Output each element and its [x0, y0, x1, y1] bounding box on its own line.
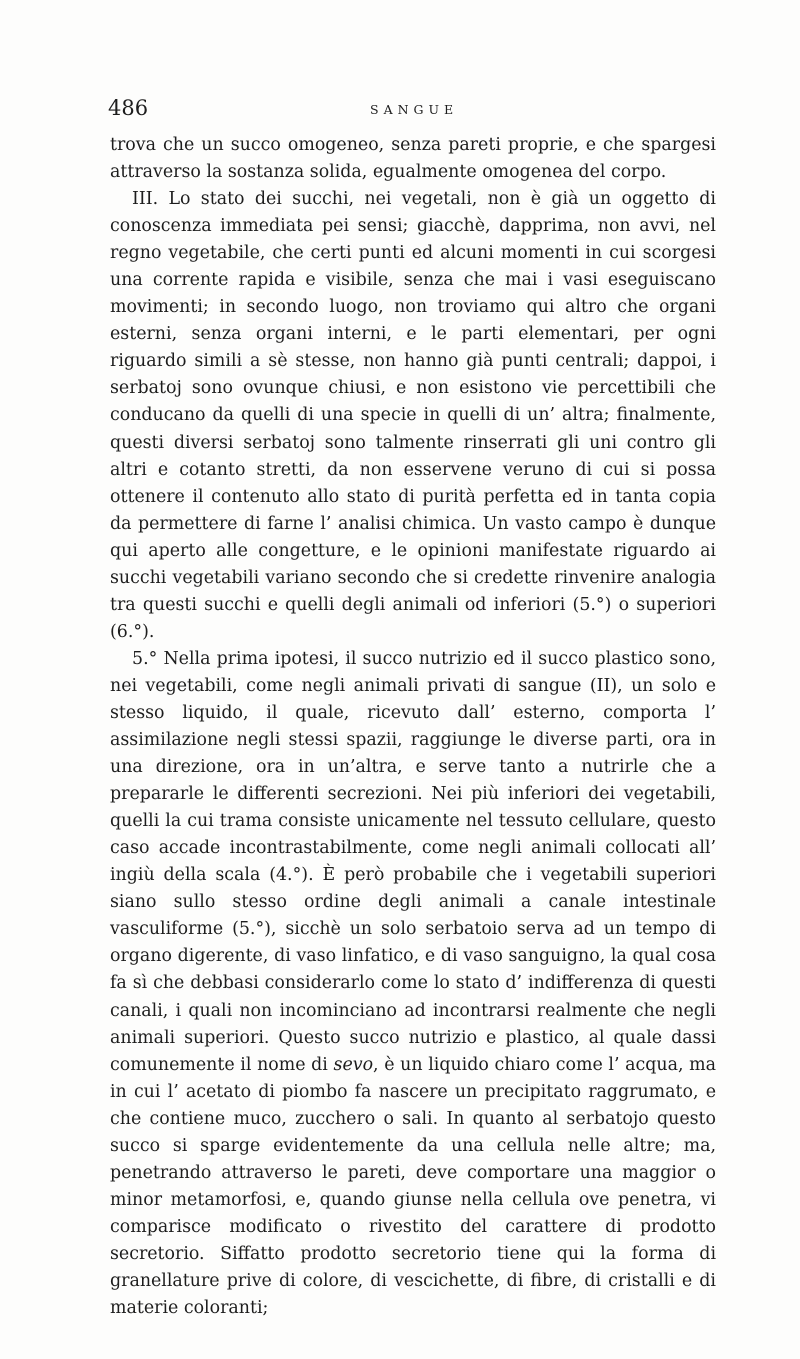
page-number: 486: [108, 96, 149, 120]
paragraph-text: 5.° Nella prima ipotesi, il succo nutrizio ed il succo plastico sono, nei vegetabili, come negli animali privati di sangue (II), un solo e stesso liquido, il quale, ricevuto dall’ esterno, comporta l’ assimilazione negli stessi spazii, raggiunge le diverse parti, ora in una direzione, ora in un’altra, e serve tanto a nutrirle che a prepararle le differenti secrezioni. Nei più inferiori dei vegetabili, quelli la cui trama consiste unicamente nel tessuto cellulare, questo caso accade incontrastabilmente, come negli animali collocati all’ ingiù della scala (4.°). È però probabile che i vegetabili superiori siano sullo stesso ordine degli animali a canale intestinale vasculiforme (5.°), sicchè un solo serbatoio serva ad un tempo di organo digerente, di vaso linfatico, e di vaso sanguigno, la qual cosa fa sì che debbasi considerarlo come lo stato d’ indifferenza di questi canali, i quali non incominciano ad incontrarsi realmente che negli animali superiori. Questo succo nutrizio e plastico, al quale dassi comunemente il nome di: [110, 648, 716, 1075]
running-title: SANGUE: [370, 102, 459, 117]
page-header: [108, 96, 718, 126]
paragraph-continuation: trova che un succo omogeneo, senza pareti proprie, e che spargesi attraverso la sostanza solida, egualmente omogenea del corpo.: [110, 135, 716, 183]
body-text: [110, 132, 716, 1322]
paragraph-point-5: [110, 646, 716, 1322]
paragraph-text: , è un liquido chiaro come l’ acqua, ma in cui l’ acetato di piombo fa nascere un precipitato raggrumato, e che contiene muco, zucchero o sali. In quanto al serbatojo questo succo si sparge evidentemente da una cellula nelle altre; ma, penetrando attraverso le pareti, deve comportare una maggior o minor metamorfosi, e, quando giunse nella cellula ove penetra, vi comparisce modificato o rivestito del carattere di prodotto secretorio. Siffatto prodotto secretorio tiene qui la forma di granellature prive di colore, di vescichette, di fibre, di cristalli e di materie coloranti;: [110, 1054, 717, 1319]
italic-term: sevo: [333, 1054, 374, 1075]
paragraph-section-iii: III. Lo stato dei succhi, nei vegetali, non è già un oggetto di conoscenza immediata pei sensi; giacchè, dapprima, non avvi, nel regno vegetabile, che certi punti ed alcuni momenti in cui scorgesi una corrente rapida e visibile, senza che mai i vasi eseguiscano movimenti; in secondo luogo, non troviamo qui altro che organi esterni, senza organi interni, e le parti elementari, per ogni riguardo simili a sè stesse, non hanno già punti centrali; dappoi, i serbatoj sono ovunque chiusi, e non esistono vie percettibili che conducano da quelli di una specie in quelli di un’ altra; finalmente, questi diversi serbatoj sono talmente rinserrati gli uni contro gli altri e cotanto stretti, da non esservene veruno di cui si possa ottenere il contenuto allo stato di purità perfetta ed in tanta copia da permettere di farne l’ analisi chimica. Un vasto campo è dunque qui aperto alle congetture, e le opinioni manifestate riguardo ai succhi vegetabili variano secondo che si credette rinvenire analogia tra questi succhi e quelli degli animali od inferiori (5.°) o superiori (6.°).: [110, 189, 716, 642]
